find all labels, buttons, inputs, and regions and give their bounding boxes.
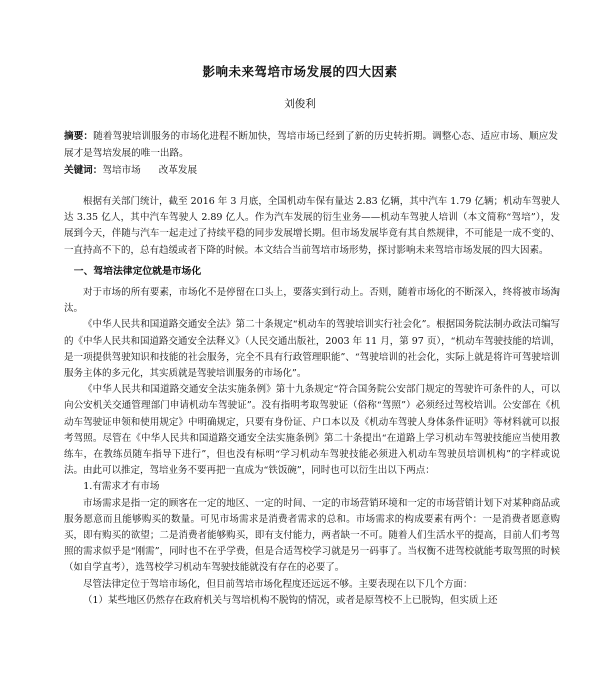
keywords	[64, 162, 558, 179]
keyword-2: 改革发展	[158, 165, 198, 176]
abstract-text: 随着驾驶培训服务的市场化进程不断加快，驾培市场已经到了新的历史转折期。调整心态、适应市场、顺应发展才是驾培发展的唯一出路。	[64, 131, 559, 159]
keyword-1: 驾培市场	[102, 165, 141, 176]
keywords-label: 关键词：	[64, 165, 103, 176]
abstract	[64, 128, 558, 162]
subsection-1-heading: 1.有需求才有市场	[83, 481, 160, 493]
section-1-paragraph-4: 尽管法律定位于驾培市场化，但目前驾培市场化程度还远远不够。主要表现在以下几个方面：	[83, 578, 473, 590]
article-body	[64, 194, 560, 609]
article-author: 刘俊利	[284, 98, 316, 110]
section-1-list-item-1: （1）某些地区仍然存在政府机关与驾培机构不脱钩的情况，或者是原驾校不上已脱钩，但实质上还	[83, 594, 498, 606]
section-1-heading: 一、驾培法律定位就是市场化	[73, 265, 202, 277]
subsection-1-paragraph: 市场需求是指一定的顾客在一定的地区、一定的时间、一定的市场营销环境和一定的市场营销计划下对某种商品或服务愿意而且能够购买的数量。可见市场需求是消费者需求的总和。市场需求的构成要素有两个：一是消费者愿意购买，即有购买的欲望；二是消费者能够购买，即有支付能力，两者缺一不可。随着人们生活水平的提高，目前人们考驾照的需求似乎是“刚需”，同时也不在乎学费，但是合适驾校学习就是另一码事了。当权衡不进驾校就能考取驾照的时候（如自学直考），选驾校学习机动车驾驶技能就没有存在的必要了。	[64, 497, 560, 574]
intro-paragraph: 根据有关部门统计，截至 2016 年 3 月底，全国机动车保有量达 2.83 亿辆，其中汽车 1.79 亿辆；机动车驾驶人达 3.35 亿人，其中汽车驾驶人 2.89 亿人。作为汽车发展的衍生业务——机动车驾驶人培训（本文简称“驾培”），发展到今天，伴随与汽车一起走过了持续平稳的同步发展增长期。但市场发展毕竟有其自然规律，不可能是一成不变的、一直持高不下的，总有趋缓或者下降的时候。本文结合当前驾培市场形势，探讨影响未来驾培市场发展的四大因素。	[64, 196, 560, 256]
section-1-paragraph-1: 对于市场的所有要素，市场化不是停留在口头上，要落实到行动上。否则，随着市场化的不断深入，终将被市场淘汰。	[64, 287, 560, 315]
section-1-paragraph-3: 《中华人民共和国道路交通安全法实施条例》第十九条规定“符合国务院公安部门规定的驾驶许可条件的人，可以向公安机关交通管理部门申请机动车驾驶证”。没有指明考取驾驶证（俗称“驾照”）必须经过驾校培训。公安部在《机动车驾驶证申领和使用规定》中明确规定，只要有身份证、户口本以及《机动车驾驶人身体条件证明》等材料就可以报考驾照。尽管在《中华人民共和国道路交通安全法实施条例》第二十条提出“在道路上学习机动车驾驶技能应当使用教练车，在教练员随车指导下进行”，但也没有标明“学习机动车驾驶技能必须进入机动车驾驶员培训机构”的字样或说法。由此可以推定，驾培业务不要再把一直成为“铁饭碗”，同时也可以衍生出以下两点：	[64, 384, 560, 477]
section-1-paragraph-2: 《中华人民共和国道路交通安全法》第二十条规定“机动车的驾驶培训实行社会化”。根据国务院法制办政法司编写的《中华人民共和国道路交通安全法释义》（人民交通出版社，2003 年 11 月，第 97 页），“机动车驾驶技能的培训，是一项提供驾驶知识和技能的社会服务，完全不具有行政管理职能”、“驾驶培训的社会化，实际上就是将许可驾驶培训服务主体的多元化，其实质就是驾驶培训服务的市场化”。	[64, 319, 560, 380]
abstract-label: 摘要：	[64, 131, 94, 142]
article-title: 影响未来驾培市场发展的四大因素	[202, 64, 398, 79]
